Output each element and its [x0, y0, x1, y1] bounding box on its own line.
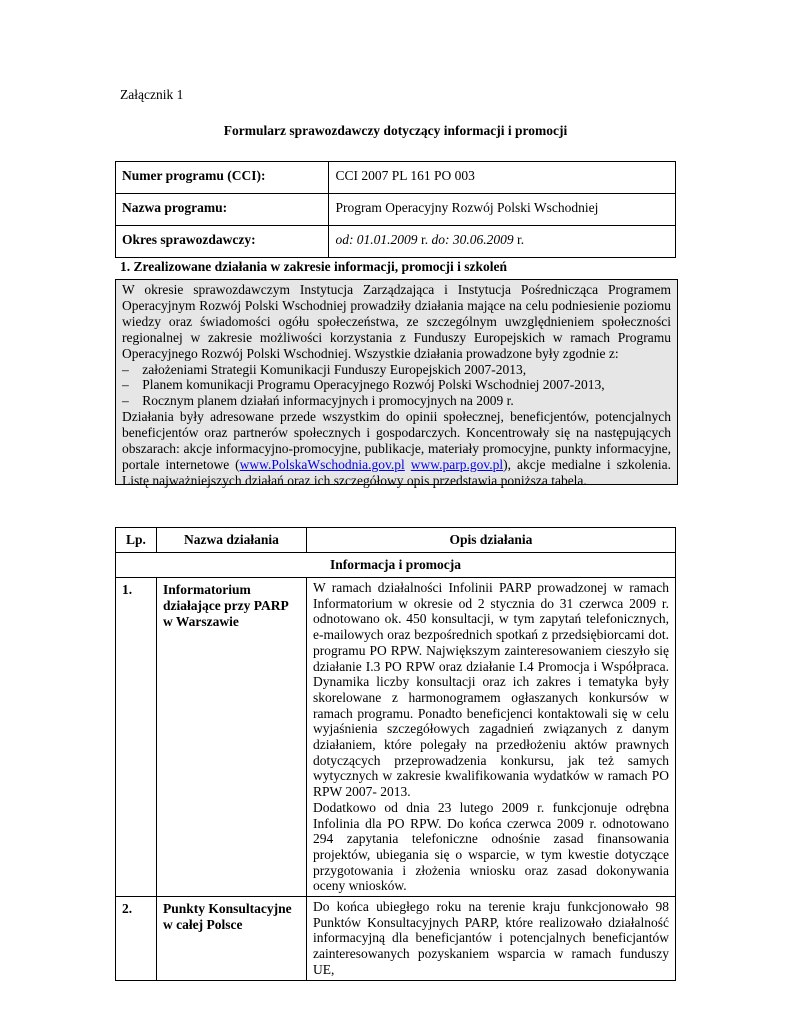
period-r1: r.	[417, 232, 429, 247]
program-name-row	[116, 194, 676, 226]
reporting-period-row	[116, 226, 676, 258]
actions-table	[115, 527, 676, 981]
table-row	[116, 897, 676, 981]
program-name-value: Program Operacyjny Rozwój Polski Wschodniej	[329, 194, 676, 226]
row-action-description	[306, 578, 675, 897]
row-description-paragraph: W ramach działalności Infolinii PARP prowadzonej w ramach Informatorium w okresie od 2 stycznia do 31 czerwca 2009 r. odnotowano ok. 450 konsultacji, w tym zapytań telefonicznych, e-mailowych oraz bezpośrednich spotkań z przedsiębiorcami dot. programu PO RPW. Największym zainteresowaniem cieszyło się działanie I.3 PO RPW oraz działanie I.4 Promocja i Współpraca. Dynamika liczby konsultacji oraz ich zakres i tematyka były skorelowane z harmonogramem ogłaszanych konkursów w ramach programu. Ponadto beneficjenci kontaktowali się w celu wyjaśnienia szczegółowych zagadnień związanych z danym działaniem, które polegały na przedłożeniu aktów prawnych dotyczących przeprowadzenia konkursu, jak też samych wytycznych w zakresie kwalifikowania wydatków w ramach PO RPW 2007- 2013.	[312, 580, 669, 800]
program-name-label: Nazwa programu:	[116, 194, 329, 226]
row-description-paragraph: Dodatkowo od dnia 23 lutego 2009 r. funkcjonuje odrębna Infolinia dla PO RPW. Do końca czerwca 2009 r. odnotowano 294 zapytania telefoniczne odnośnie zasad finansowania projektów, ubiegania się o wsparcie, w tym kwestie dotyczące przygotowania i złożenia wniosku oraz zasad dokonywania oceny wniosków.	[312, 799, 669, 894]
section-row	[116, 553, 676, 578]
link-parp[interactable]: www.parp.gov.pl	[410, 456, 504, 472]
summary-bullet-3: – Rocznym planem działań informacyjnych i promocyjnych na 2009 r.	[122, 393, 514, 409]
section-summary-box	[115, 279, 678, 488]
period-to: do: 30.06.2009	[428, 232, 514, 247]
reporting-period-label: Okres sprawozdawczy:	[116, 226, 329, 258]
table-row	[116, 578, 676, 897]
period-r2: r.	[513, 232, 525, 247]
summary-outro-text: Działania były adresowane przede wszystkim do opinii społecznej, beneficjentów, potencjalnych beneficjentów oraz partnerów społecznych i gospodarczych. Koncentrowały się na następujących obszarach: akcje informacyjno-promocyjne, publikacje, materiały promocyjne, punkty informacyjne, portale internetowe (	[122, 409, 671, 472]
table-header-row	[116, 528, 676, 553]
program-info-table	[115, 161, 676, 258]
program-number-label: Numer programu (CCI):	[116, 162, 329, 194]
row-action-description	[306, 897, 675, 981]
section-heading: 1. Zrealizowane działania w zakresie informacji, promocji i szkoleń	[120, 259, 507, 274]
attachment-label: Załącznik 1	[120, 87, 184, 102]
reporting-period-value	[329, 226, 676, 258]
link-polskawschodnia[interactable]: www.PolskaWschodnia.gov.pl	[239, 456, 405, 472]
summary-outro-end: ), akcje medialne i szkolenia. Listę najważniejszych działań oraz ich szczegółowy opis przedstawia poniższa tabela.	[122, 456, 671, 488]
period-from: od: 01.01.2009	[335, 232, 418, 247]
header-action-name: Nazwa działania	[157, 528, 307, 553]
row-number: 2.	[116, 897, 157, 981]
form-title: Formularz sprawozdawczy dotyczący informacji i promocji	[223, 123, 568, 138]
summary-outro	[122, 409, 671, 489]
row-description-paragraph: Do końca ubiegłego roku na terenie kraju funkcjonowało 98 Punktów Konsultacyjnych PARP, które realizowało działalność informacyjną dla beneficjantów i potencjalnych beneficjantów zainteresowanych pozyskaniem wsparcia w ramach funduszy UE,	[312, 899, 669, 977]
row-action-name: Informatorium działające przy PARP w Warszawie	[157, 578, 307, 897]
row-action-name: Punkty Konsultacyjne w całej Polsce	[157, 897, 307, 981]
summary-intro: W okresie sprawozdawczym Instytucja Zarządzająca i Instytucja Pośrednicząca Programem Operacyjnym Rozwój Polski Wschodniej prowadziły działania mające na celu podniesienie poziomu wiedzy oraz świadomości ogółu społeczeństwa, ze szczególnym uwzględnieniem społeczności regionalnej w zakresie możliwości korzystania z Funduszy Europejskich w ramach Programu Operacyjnego Rozwój Polski Wschodniej. Wszystkie działania prowadzone były zgodnie z:	[122, 282, 671, 361]
header-action-description: Opis działania	[306, 528, 675, 553]
summary-bullet-1: – założeniami Strategii Komunikacji Funduszy Europejskich 2007-2013,	[122, 361, 527, 377]
row-number: 1.	[116, 578, 157, 897]
program-number-row	[116, 162, 676, 194]
program-number-value: CCI 2007 PL 161 PO 003	[329, 162, 676, 194]
header-lp: Lp.	[116, 528, 157, 553]
summary-bullet-2: – Planem komunikacji Programu Operacyjnego Rozwój Polski Wschodniej 2007-2013,	[122, 377, 605, 393]
section-title: Informacja i promocja	[116, 553, 676, 578]
